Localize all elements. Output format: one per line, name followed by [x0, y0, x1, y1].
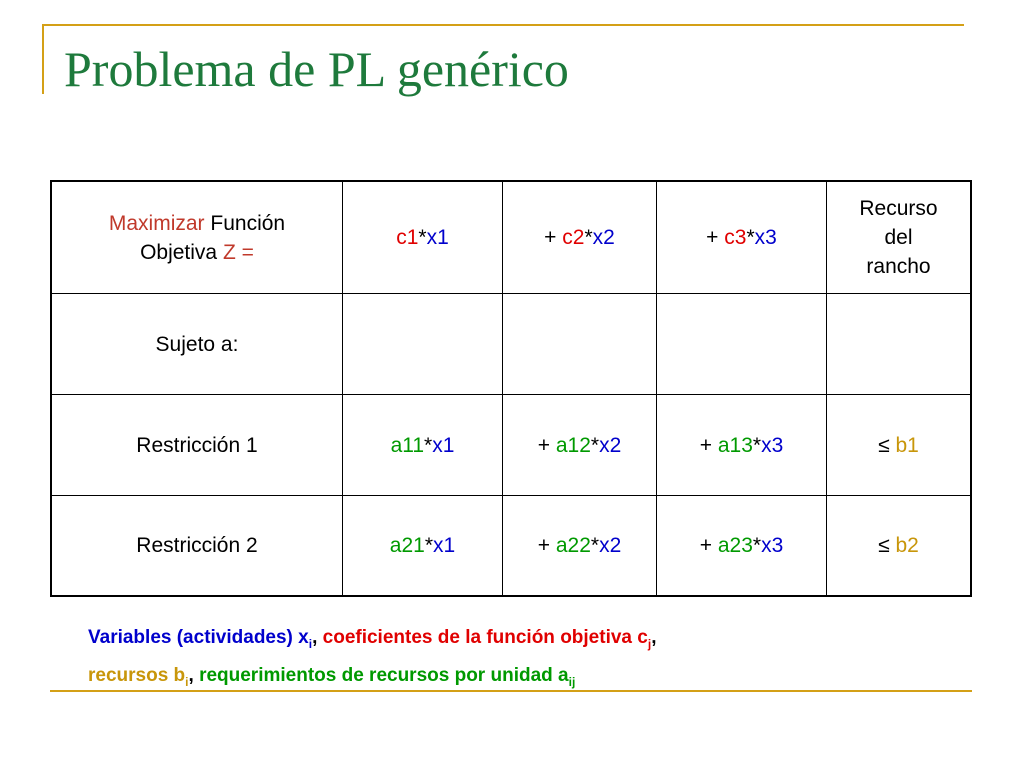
- var-x1: x1: [433, 534, 456, 557]
- constraint-term-3: [657, 496, 827, 597]
- coef-a13: a13: [717, 433, 753, 457]
- coef-a11: a11: [390, 433, 425, 457]
- resource-b2: b2: [895, 534, 919, 557]
- var-x2: x2: [592, 226, 615, 249]
- constraint-rhs: [827, 496, 972, 597]
- op: *: [752, 534, 762, 557]
- var-x1: x1: [426, 226, 449, 249]
- lp-table: [50, 180, 972, 597]
- page-title: Problema de PL genérico: [64, 41, 569, 97]
- constraint-term-2: [503, 395, 657, 496]
- resource-b1: b1: [895, 433, 919, 457]
- empty-cell: [657, 294, 827, 395]
- legend-resources: recursos $b_i$: [88, 664, 189, 689]
- var-x1: x1: [432, 433, 455, 457]
- function-label: Función: [210, 211, 286, 235]
- resource-line-2: del: [884, 226, 913, 249]
- constraint-row-1: [51, 395, 971, 496]
- bottom-rule: [50, 690, 972, 692]
- subject-to-label: Sujeto a:: [51, 294, 343, 395]
- leq-symbol: ≤: [878, 534, 890, 557]
- plus: +: [699, 534, 712, 557]
- var-x3: x3: [754, 226, 777, 249]
- resource-header: [827, 181, 972, 294]
- constraint-term-2: [503, 496, 657, 597]
- maximize-label: Maximizar: [108, 211, 205, 235]
- subject-to-row: [51, 294, 971, 395]
- objective-term-3: [657, 181, 827, 294]
- var-x3: x3: [761, 433, 784, 457]
- plus: +: [544, 226, 557, 249]
- leq-symbol: ≤: [878, 433, 890, 457]
- op: *: [752, 433, 762, 457]
- constraint-label: Restricción 1: [51, 395, 343, 496]
- legend-variables: Variables (actividades) $x_i$: [88, 627, 313, 651]
- plus: +: [706, 226, 719, 249]
- legend-line-1: [88, 622, 656, 660]
- coef-a23: a23: [717, 534, 753, 557]
- resource-line-3: rancho: [866, 255, 931, 278]
- objective-term-1: [343, 181, 503, 294]
- var-x3: x3: [761, 534, 784, 557]
- empty-cell: [827, 294, 972, 395]
- objective-label: Objetiva: [140, 240, 218, 264]
- empty-cell: [503, 294, 657, 395]
- var-x2: x2: [599, 534, 622, 557]
- constraint-rhs: [827, 395, 972, 496]
- plus: +: [537, 433, 550, 457]
- separator: ,: [651, 627, 657, 648]
- coef-a22: a22: [555, 534, 591, 557]
- legend-coefficients: coeficientes de la función objetiva $c_j$: [322, 627, 652, 651]
- plus: +: [699, 433, 712, 457]
- top-rule: [42, 24, 964, 26]
- resource-line-1: Recurso: [859, 197, 938, 220]
- z-label: Z =: [222, 240, 254, 264]
- objective-row: [51, 181, 971, 294]
- var-x2: x2: [599, 433, 622, 457]
- separator: ,: [312, 627, 318, 648]
- constraint-row-2: [51, 496, 971, 597]
- separator: ,: [188, 664, 194, 686]
- coef-c1: c1: [396, 226, 419, 249]
- op: *: [424, 534, 434, 557]
- coef-a12: a12: [555, 433, 591, 457]
- legend-requirements: requerimientos de recursos por unidad $a_{ij}$: [199, 664, 576, 689]
- constraint-term-1: [343, 496, 503, 597]
- coef-a21: a21: [389, 534, 425, 557]
- legend: [88, 622, 656, 698]
- op: *: [424, 433, 433, 457]
- constraint-term-3: [657, 395, 827, 496]
- coef-c3: c3: [724, 226, 747, 249]
- op: *: [590, 534, 600, 557]
- op: *: [746, 226, 755, 249]
- objective-label-cell: [51, 181, 343, 294]
- coef-c2: c2: [562, 226, 585, 249]
- constraint-label: Restricción 2: [51, 496, 343, 597]
- constraint-term-1: [343, 395, 503, 496]
- objective-term-2: [503, 181, 657, 294]
- left-rule: [42, 24, 44, 94]
- plus: +: [537, 534, 550, 557]
- op: *: [590, 433, 600, 457]
- op: *: [418, 226, 427, 249]
- op: *: [584, 226, 593, 249]
- empty-cell: [343, 294, 503, 395]
